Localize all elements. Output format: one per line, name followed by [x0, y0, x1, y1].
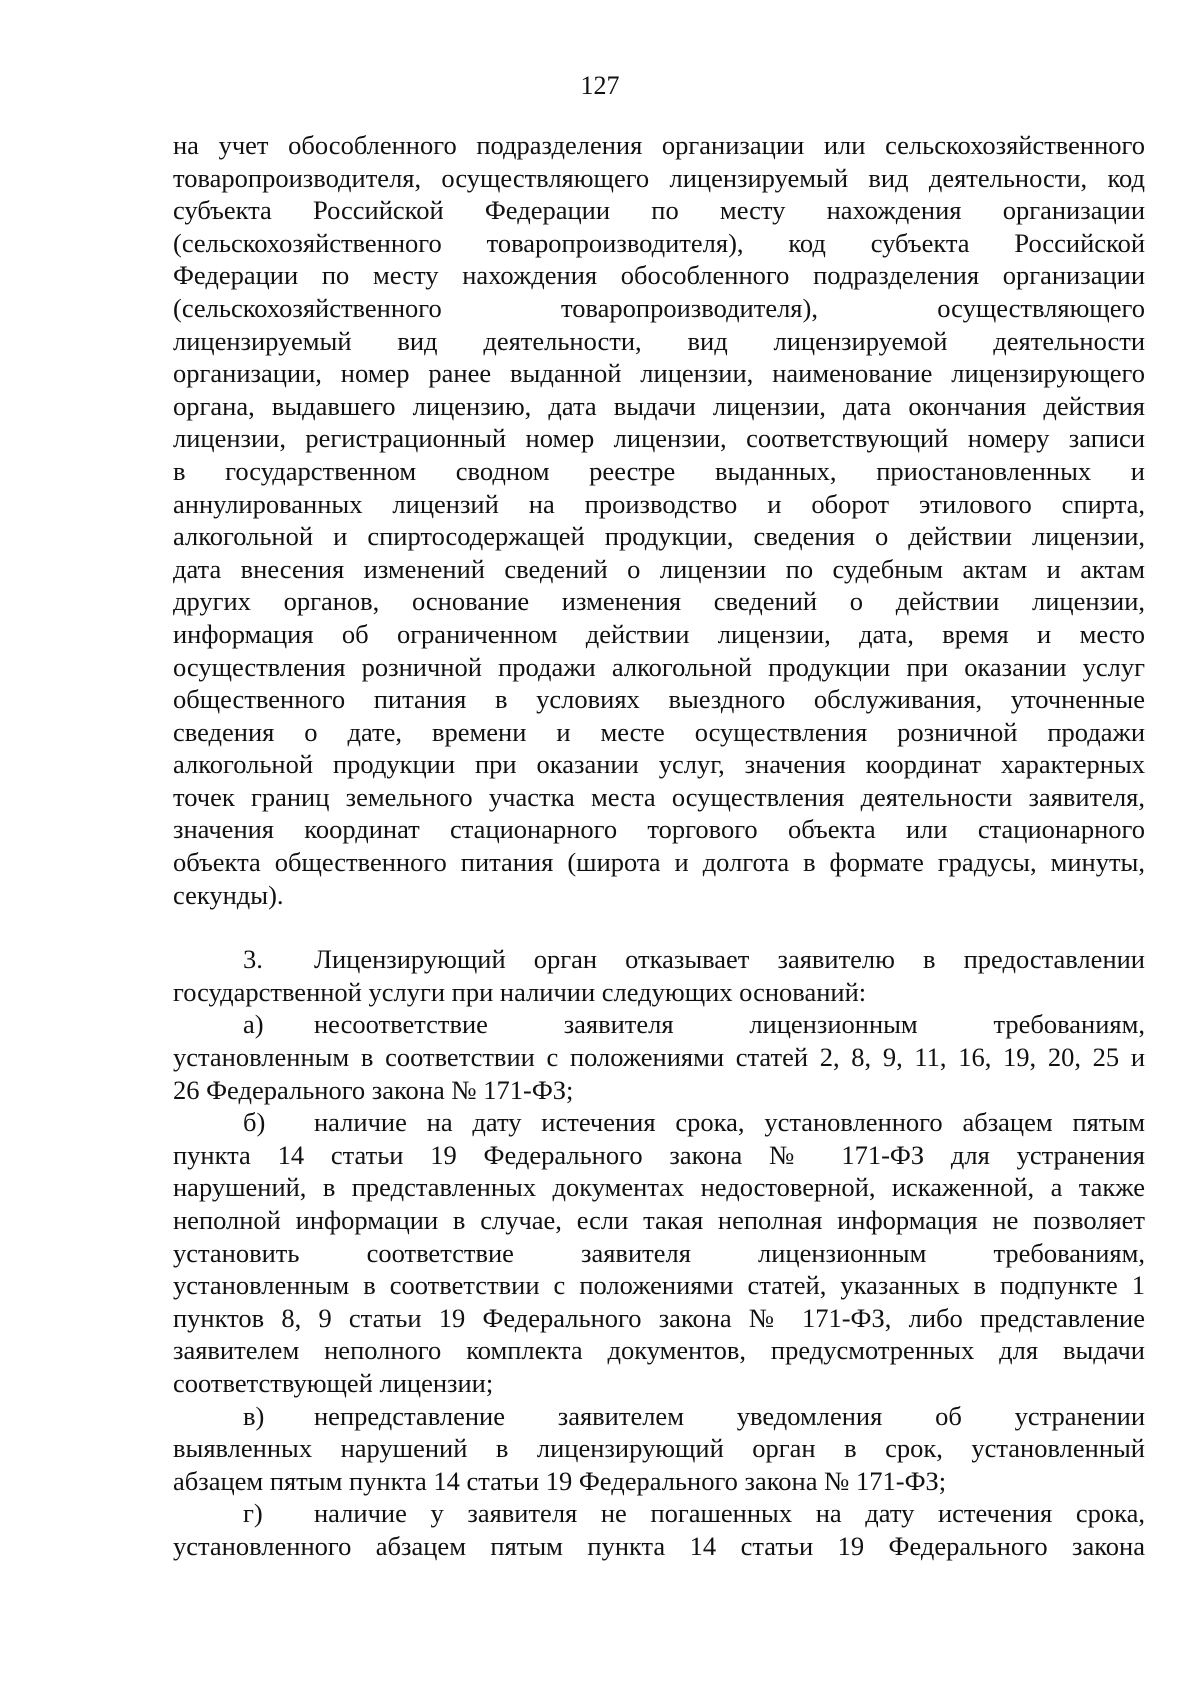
paragraph-gap — [173, 911, 1145, 943]
item-label: в) — [243, 1400, 265, 1431]
text-line: осуществления розничной продажи алкогольной продукции при оказании услуг — [173, 651, 1145, 682]
text-line: в государственном сводном реестре выданных, приостановленных и — [173, 455, 1145, 486]
item-label: б) — [243, 1107, 266, 1138]
text-line: неполной информации в случае, если такая неполная информация не позволяет — [173, 1205, 1145, 1235]
line-text: наличие у заявителя не погашенных на дату истечения срока, — [314, 1498, 1145, 1529]
section-3 — [173, 943, 1145, 1008]
section-number: 3. — [243, 944, 263, 975]
text-line: государственной услуги при наличии следующих оснований: — [173, 976, 867, 1007]
line-text: непредставление заявителем уведомления об устранении — [314, 1400, 1145, 1431]
text-line: (сельскохозяйственного товаропроизводителя), код субъекта Российской — [173, 227, 1145, 258]
line-text: Лицензирующий орган отказывает заявителю в предоставлении — [314, 944, 1145, 975]
text-line: аннулированных лицензий на производство и оборот этилового спирта, — [173, 488, 1145, 519]
text-line — [173, 1400, 1145, 1433]
text-line — [173, 1106, 1145, 1139]
text-line: установленного абзацем пятым пункта 14 статьи 19 Федерального закона — [173, 1530, 1145, 1561]
text-line: установить соответствие заявителя лицензионным требованиям, — [173, 1237, 1145, 1268]
text-line: лицензируемый вид деятельности, вид лицензируемой деятельности — [173, 325, 1145, 356]
text-line: пункта 14 статьи 19 Федерального закона № 171-ФЗ для устранения — [173, 1139, 1145, 1170]
text-line: установленным в соответствии с положениями статей, указанных в подпункте 1 — [173, 1270, 1145, 1301]
text-line: алкогольной и спиртосодержащей продукции, сведения о действии лицензии, — [173, 521, 1145, 552]
text-line: установленным в соответствии с положениями статей 2, 8, 9, 11, 16, 19, 20, 25 и — [173, 1042, 1145, 1073]
list-item-v — [173, 1400, 1145, 1498]
text-line: других органов, основание изменения сведений о действии лицензии, — [173, 586, 1145, 617]
document-body — [173, 129, 1145, 1563]
text-line: точек границ земельного участка места осуществления деятельности заявителя, — [173, 781, 1145, 812]
item-label: а) — [243, 1009, 264, 1040]
item-label: г) — [243, 1498, 263, 1529]
text-line — [173, 943, 1145, 976]
text-line: дата внесения изменений сведений о лицензии по судебным актам и актам — [173, 553, 1145, 584]
text-line: нарушений, в представленных документах недостоверной, искаженной, а также — [173, 1172, 1145, 1203]
text-line: алкогольной продукции при оказании услуг, значения координат характерных — [173, 749, 1145, 780]
page-number: 127 — [580, 71, 620, 100]
list-item-a — [173, 1008, 1145, 1106]
list-item-b — [173, 1106, 1145, 1399]
text-line: товаропроизводителя, осуществляющего лицензируемый вид деятельности, код — [173, 162, 1145, 193]
text-line: сведения о дате, времени и месте осуществления розничной продажи — [173, 716, 1145, 747]
text-line: соответствующей лицензии; — [173, 1367, 494, 1398]
text-line: на учет обособленного подразделения организации или сельскохозяйственного — [173, 130, 1145, 160]
text-line: организации, номер ранее выданной лицензии, наименование лицензирующего — [173, 358, 1145, 389]
text-line: заявителем неполного комплекта документов, предусмотренных для выдачи — [173, 1335, 1145, 1366]
text-line: общественного питания в условиях выездного обслуживания, уточненные — [173, 684, 1145, 715]
text-line: абзацем пятым пункта 14 статьи 19 Федерального закона № 171-ФЗ; — [173, 1465, 947, 1496]
list-item-g — [173, 1497, 1145, 1562]
text-line: выявленных нарушений в лицензирующий орган в срок, установленный — [173, 1433, 1145, 1464]
line-text: наличие на дату истечения срока, установленного абзацем пятым — [314, 1107, 1145, 1138]
text-line: 26 Федерального закона № 171-ФЗ; — [173, 1074, 574, 1105]
text-line: (сельскохозяйственного товаропроизводителя), осуществляющего — [173, 292, 1145, 323]
text-line: информация об ограниченном действии лицензии, дата, время и место — [173, 618, 1145, 649]
line-text: несоответствие заявителя лицензионным требованиям, — [314, 1009, 1145, 1040]
text-line: секунды). — [173, 879, 284, 910]
text-line: значения координат стационарного торгового объекта или стационарного — [173, 814, 1145, 845]
text-line: органа, выдавшего лицензию, дата выдачи лицензии, дата окончания действия — [173, 390, 1145, 421]
text-line — [173, 1008, 1145, 1041]
text-line — [173, 1497, 1145, 1530]
text-line: лицензии, регистрационный номер лицензии, соответствующий номеру записи — [173, 423, 1145, 454]
text-line: объекта общественного питания (широта и долгота в формате градусы, минуты, — [173, 847, 1145, 878]
paragraph-continuation — [173, 129, 1145, 911]
text-line: субъекта Российской Федерации по месту нахождения организации — [173, 195, 1145, 226]
text-line: Федерации по месту нахождения обособленного подразделения организации — [173, 260, 1145, 291]
text-line: пунктов 8, 9 статьи 19 Федерального закона № 171-ФЗ, либо представление — [173, 1302, 1145, 1333]
